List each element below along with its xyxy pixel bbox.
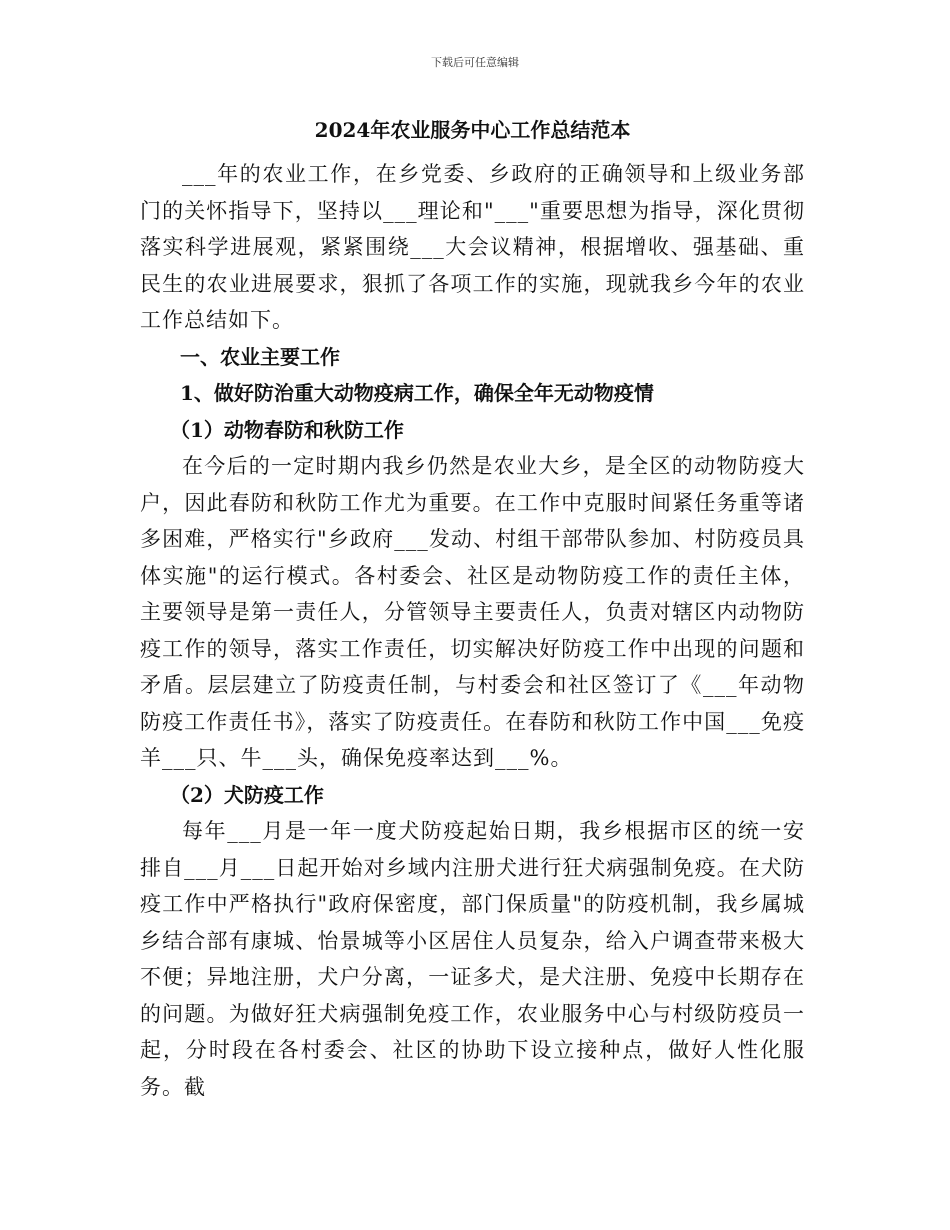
document-title: 2024年农业服务中心工作总结范本 (314, 118, 631, 142)
item1-heading: 1、做好防治重大动物疫病工作，确保全年无动物疫情 (180, 381, 654, 405)
section1-heading: 一、农业主要工作 (180, 344, 340, 369)
header-note: 下载后可任意编辑 (431, 56, 519, 69)
document-body (140, 156, 805, 1105)
sub2-heading: （2）犬防疫工作 (170, 782, 324, 807)
sub2-paragraph: 每年___月是一年一度犬防疫起始日期，我乡根据市区的统一安排自___月___日起开始对乡域内注册犬进行狂犬病强制免疫。在犬防疫工作中严格执行"政府保密度，部门保质量"的防疫机制，我乡属城乡结合部有康城、怡景城等小区居住人员复杂，给入户调查带来极大不便；异地注册，犬户分离，一证多犬，是犬注册、免疫中长期存在的问题。为做好狂犬病强制免疫工作，农业服务中心与村级防疫员一起，分时段在各村委会、社区的协助下设立接种点，做好人性化服务。截 (140, 819, 805, 1099)
intro-paragraph: ___年的农业工作，在乡党委、乡政府的正确领导和上级业务部门的关怀指导下，坚持以___理论和"___"重要思想为指导，深化贯彻落实科学进展观，紧紧围绕___大会议精神，根据增收、强基础、重民生的农业进展要求，狠抓了各项工作的实施，现就我乡今年的农业工作总结如下。 (140, 162, 805, 332)
sub1-heading: （1）动物春防和秋防工作 (170, 417, 404, 442)
sub1-paragraph: 在今后的一定时期内我乡仍然是农业大乡，是全区的动物防疫大户，因此春防和秋防工作尤为重要。在工作中克服时间紧任务重等诸多困难，严格实行"乡政府___发动、村组干部带队参加、村防疫员具体实施"的运行模式。各村委会、社区是动物防疫工作的责任主体，主要领导是第一责任人，分管领导主要责任人，负责对辖区内动物防疫工作的领导，落实工作责任，切实解决好防疫工作中出现的问题和矛盾。层层建立了防疫责任制，与村委会和社区签订了《___年动物防疫工作责任书》，落实了防疫责任。在春防和秋防工作中国___免疫羊___只、牛___头，确保免疫率达到___%。 (140, 454, 805, 770)
